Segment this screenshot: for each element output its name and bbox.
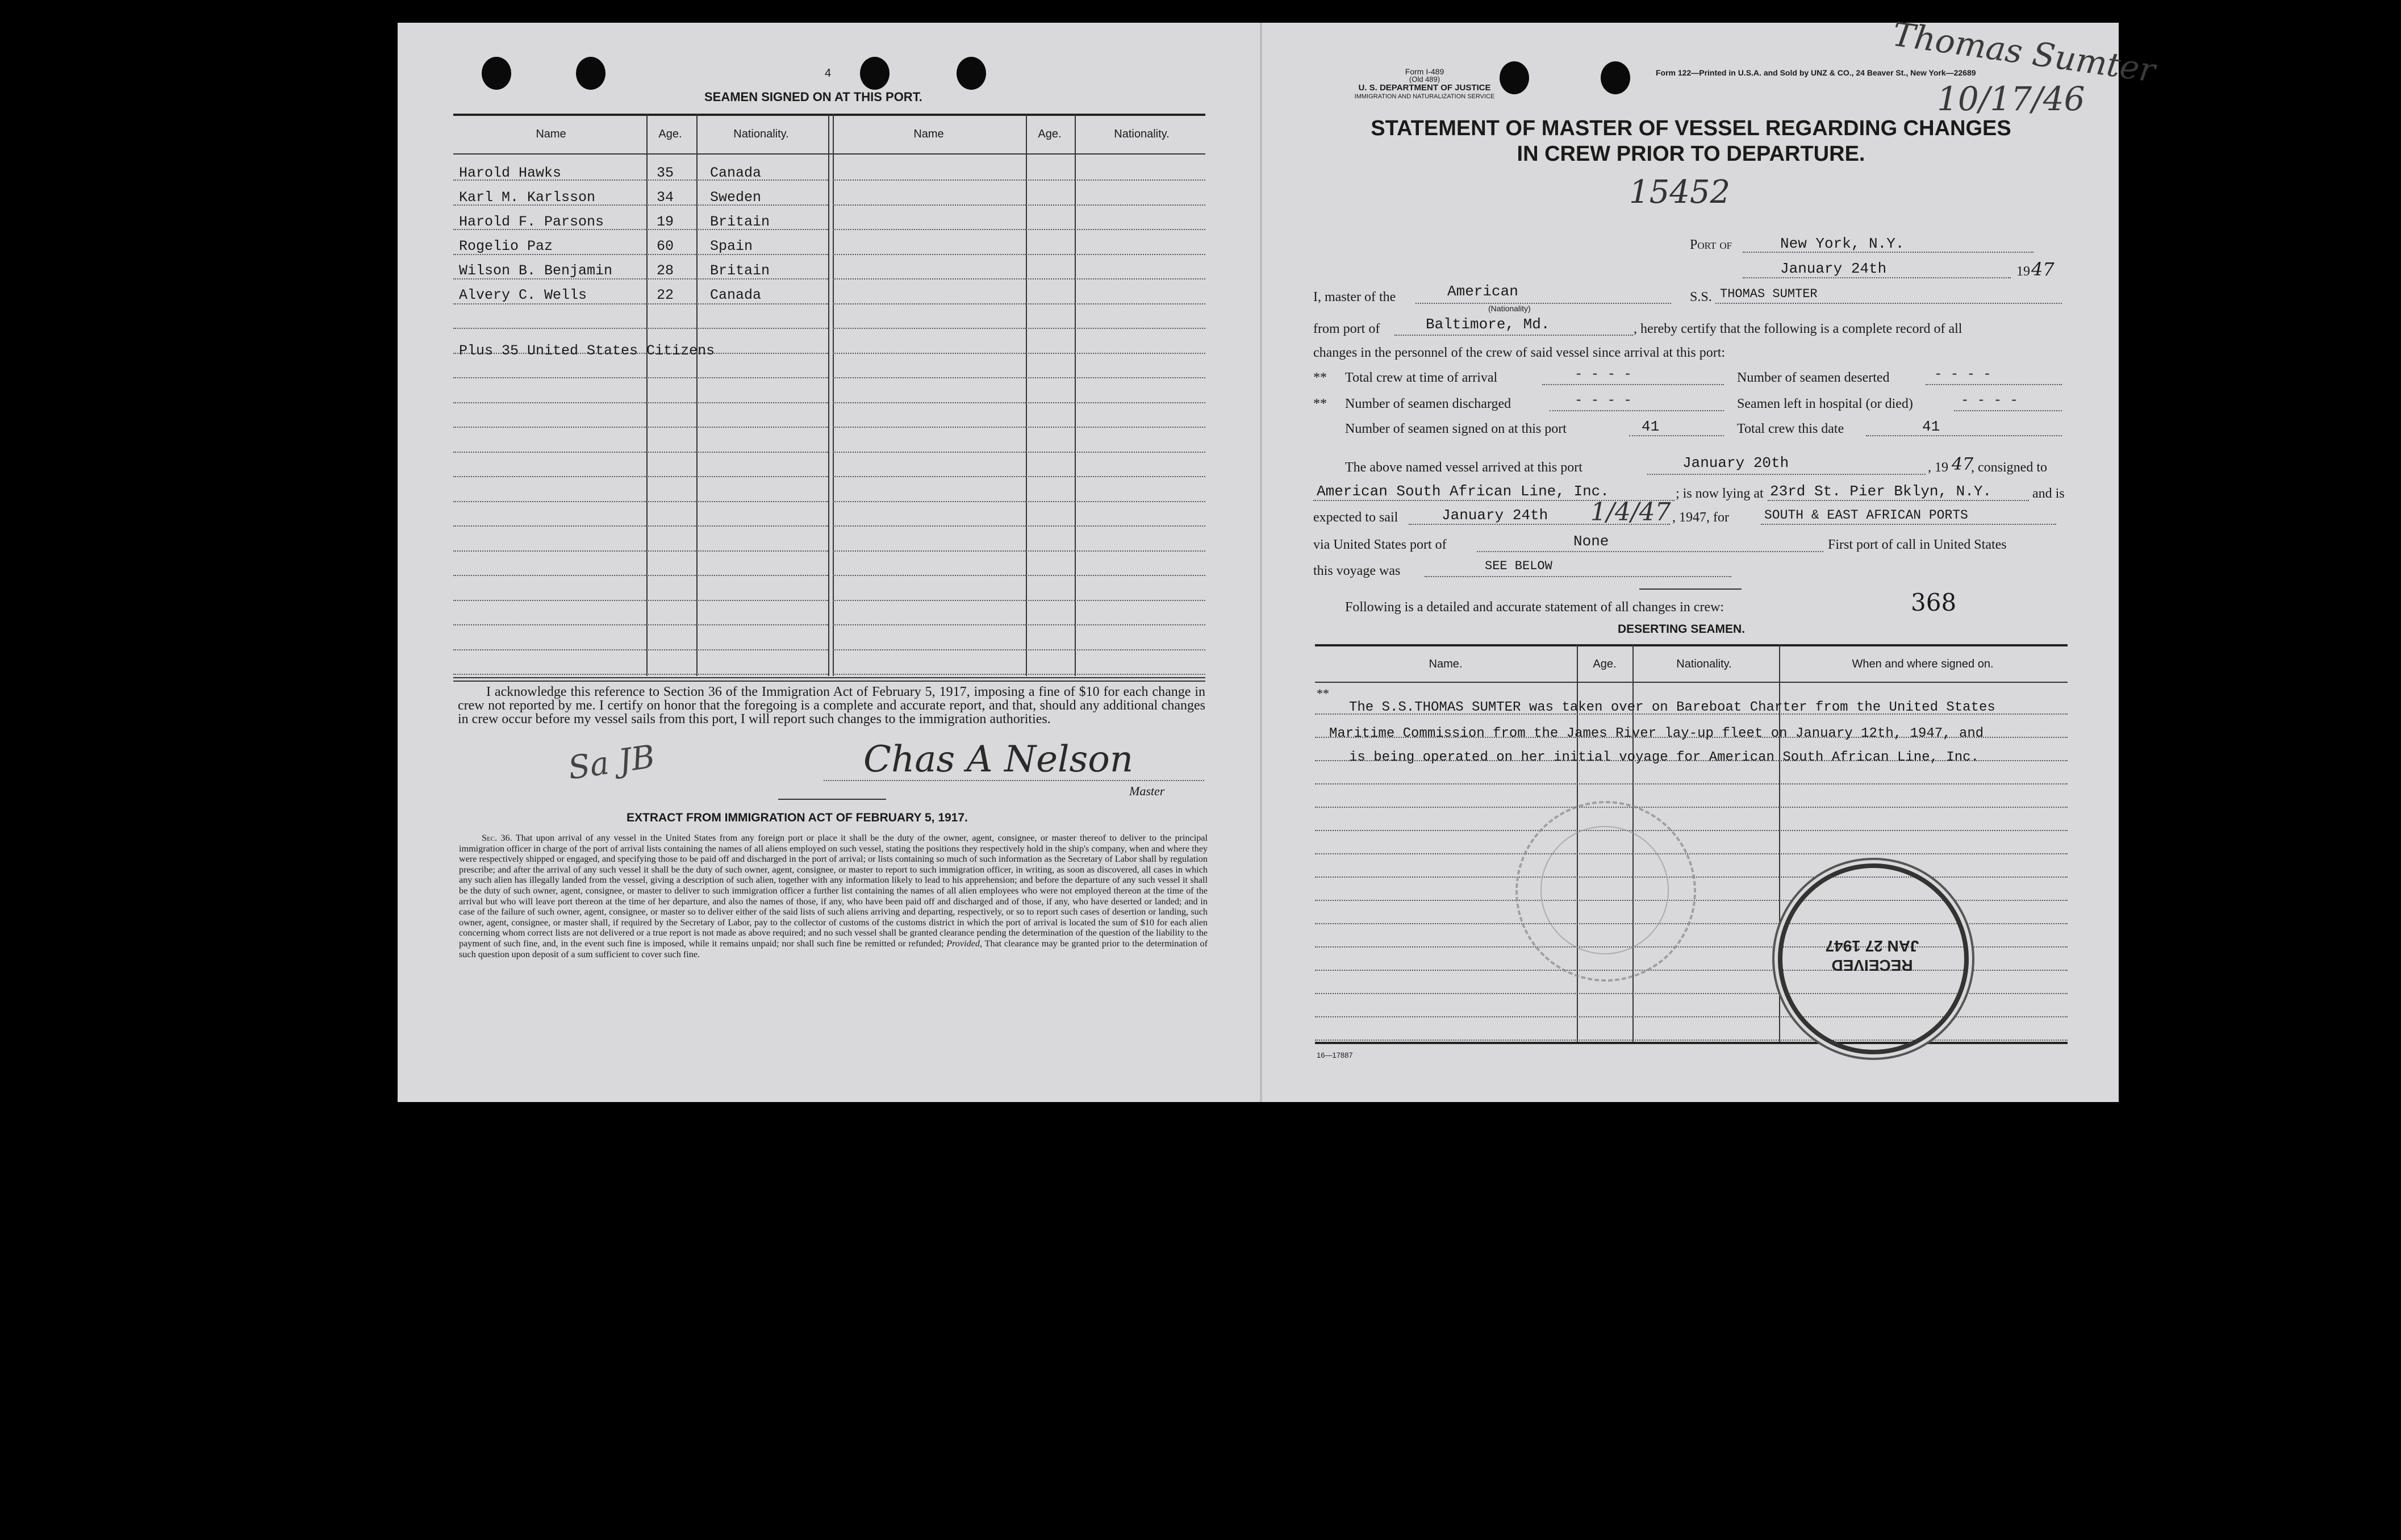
port-label: Port of xyxy=(1690,237,1732,252)
table-rule xyxy=(1315,807,1576,808)
department: U. S. DEPARTMENT OF JUSTICE xyxy=(1358,83,1491,93)
seaman-nationality: Sweden xyxy=(710,189,762,206)
seaman-nationality: Britain xyxy=(710,262,770,279)
table-rule xyxy=(453,525,646,527)
table-rule xyxy=(1075,674,1205,675)
seaman-nationality: Canada xyxy=(710,165,762,181)
and-is: and is xyxy=(2032,486,2065,501)
seaman-nationality: Britain xyxy=(710,214,770,230)
table-rule xyxy=(1315,830,1576,831)
table-rule xyxy=(833,353,1026,354)
col-header-name-2: Name xyxy=(913,128,944,140)
section-label: Sec. 36. xyxy=(482,833,512,843)
initials: Sa JB xyxy=(566,738,657,787)
col-divider xyxy=(1075,114,1076,676)
table-rule xyxy=(646,624,696,625)
hospital-line xyxy=(1954,410,2062,411)
table-rule xyxy=(1026,452,1075,453)
table-rule xyxy=(1026,278,1075,279)
col-header-nationality: Nationality. xyxy=(733,128,789,140)
table-rule xyxy=(1026,649,1075,650)
seaman-name: Alvery C. Wells xyxy=(459,287,587,303)
received-stamp-text: RECEIVED JAN 27 1947 xyxy=(1825,937,1919,974)
seaman-name: Harold Hawks xyxy=(459,165,562,181)
discharged-line xyxy=(1550,410,1724,411)
table-rule xyxy=(1026,303,1075,304)
punch-hole xyxy=(482,57,511,90)
deserted-line xyxy=(1926,384,2062,385)
table-rule xyxy=(833,452,1026,453)
table-rule xyxy=(696,550,828,552)
consignee: American South African Line, Inc. xyxy=(1317,483,1609,500)
table-rule xyxy=(1075,427,1205,428)
table-rule xyxy=(1632,1040,1779,1041)
handwritten-368: 368 xyxy=(1911,589,1957,616)
deserting-table-top xyxy=(1315,644,2068,646)
table-rule xyxy=(833,328,1026,329)
extract-rule xyxy=(778,799,886,800)
table-rule xyxy=(696,674,828,675)
voyage-label: this voyage was xyxy=(1313,564,1401,578)
seaman-name: Rogelio Paz xyxy=(459,238,553,254)
table-rule xyxy=(1026,328,1075,329)
col-header-age-2: Age. xyxy=(1038,128,1062,140)
remark-line: Maritime Commission from the James River lay-up fleet on January 12th, 1947, and xyxy=(1329,726,1984,741)
extract-section xyxy=(459,833,1208,959)
table-rule xyxy=(646,377,696,378)
table-rule xyxy=(1026,254,1075,255)
deserting-title: DESERTING SEAMEN. xyxy=(1618,623,1746,636)
table-rule xyxy=(696,600,828,601)
table-rule xyxy=(1632,970,1779,971)
table-rule xyxy=(833,501,1026,502)
destination-line xyxy=(1761,524,2056,525)
table-rule xyxy=(1315,1040,1576,1041)
table-rule xyxy=(1075,303,1205,304)
hospital-value: - - - - xyxy=(1961,393,2018,408)
table-rule xyxy=(646,525,696,527)
nationality-caption: (Nationality) xyxy=(1488,304,1531,313)
table-rule xyxy=(1026,575,1075,576)
remark-line: is being operated on her initial voyage for American South African Line, Inc. xyxy=(1349,750,1979,765)
table-rule xyxy=(833,476,1026,477)
acknowledgement-text: I acknowledge this reference to Section 36 of the Immigration Act of February 5, 1917, imposing a fine of $10 for each change in crew not reported by me. I certify on honor that the foregoing is a complete and accurate report, and that, should any additional changes in crew occur before my vessel sails from this port, I will report such changes to the immigration authorities. xyxy=(458,685,1205,727)
master-label: Master xyxy=(1129,784,1165,798)
expected-handwritten: 1/4/47 xyxy=(1590,498,1671,527)
deserting-table-header-rule xyxy=(1315,682,2068,683)
punch-hole xyxy=(1601,61,1630,94)
citizens-note: Plus 35 United States Citizens xyxy=(459,343,715,359)
table-rule xyxy=(1779,853,2068,854)
table-rule xyxy=(696,452,828,453)
table-rule xyxy=(453,328,646,329)
table-rule xyxy=(453,600,646,601)
table-bottom-rule xyxy=(453,677,1205,678)
certify-text: , hereby certify that the following is a complete record of all xyxy=(1634,322,1962,336)
seaman-name: Wilson B. Benjamin xyxy=(459,262,613,279)
table-rule xyxy=(833,600,1026,601)
table-rule xyxy=(453,377,646,378)
arrived-label: The above named vessel arrived at this port xyxy=(1345,460,1582,475)
signed-on-label: Number of seamen signed on at this port xyxy=(1345,421,1567,436)
footer-code: 16—17887 xyxy=(1317,1051,1353,1059)
table-rule xyxy=(696,624,828,625)
vessel-name: THOMAS SUMTER xyxy=(1720,287,1818,301)
punch-hole xyxy=(860,57,890,90)
table-rule xyxy=(1632,1016,1779,1017)
table-rule xyxy=(453,501,646,502)
table-rule xyxy=(1075,624,1205,625)
nationality-line xyxy=(1415,303,1671,304)
table-rule xyxy=(1577,1016,1632,1017)
table-rule xyxy=(696,476,828,477)
table-rule xyxy=(453,427,646,428)
following-text: Following is a detailed and accurate statement of all changes in crew: xyxy=(1345,600,1724,615)
table-rule xyxy=(1026,205,1075,206)
table-rule xyxy=(646,452,696,453)
table-rule xyxy=(1026,402,1075,403)
table-rule xyxy=(833,674,1026,675)
table-rule xyxy=(1075,402,1205,403)
col-header-age: Age. xyxy=(658,128,682,140)
table-rule xyxy=(833,278,1026,279)
table-rule xyxy=(1075,180,1205,181)
destination: SOUTH & EAST AFRICAN PORTS xyxy=(1764,508,1968,523)
date-line xyxy=(1743,277,2011,278)
changes-text: changes in the personnel of the crew of said vessel since arrival at this port: xyxy=(1313,345,1726,360)
col-header-name: Name xyxy=(536,128,566,140)
arrived-year-prefix: , 19 xyxy=(1928,460,1948,475)
deserted-label: Number of seamen deserted xyxy=(1737,370,1890,385)
signed-on-line xyxy=(1629,435,1724,436)
table-rule xyxy=(1075,254,1205,255)
table-rule xyxy=(646,328,696,329)
table-rule xyxy=(646,600,696,601)
from-port-label: from port of xyxy=(1313,322,1380,336)
nationality-value: American xyxy=(1447,283,1518,300)
punch-hole xyxy=(576,57,606,90)
table-rule xyxy=(1026,550,1075,552)
seaman-age: 60 xyxy=(657,238,674,254)
table-rule xyxy=(646,427,696,428)
table-rule xyxy=(1075,501,1205,502)
table-rule xyxy=(1026,427,1075,428)
total-arrival-value: - - - - xyxy=(1575,367,1632,382)
table-rule xyxy=(1577,783,1632,784)
table-rule xyxy=(696,328,828,329)
table-bottom-rule-2 xyxy=(453,681,1205,682)
col-header-nationality-2: Nationality. xyxy=(1114,128,1170,140)
table-rule xyxy=(1075,205,1205,206)
arrived-year: 47 xyxy=(1952,454,1974,474)
section-rule xyxy=(1639,589,1742,590)
asterisk-mark-2: ** xyxy=(1313,397,1327,411)
consigned-label: , consigned to xyxy=(1971,460,2047,475)
table-rule xyxy=(1026,180,1075,181)
table-rule xyxy=(1577,1040,1632,1041)
table-rule xyxy=(833,205,1026,206)
service: IMMIGRATION AND NATURALIZATION SERVICE xyxy=(1354,93,1495,100)
table-rule xyxy=(1075,328,1205,329)
table-rule xyxy=(1026,600,1075,601)
from-port-line xyxy=(1394,335,1633,336)
table-rule xyxy=(453,402,646,403)
extract-title: EXTRACT FROM IMMIGRATION ACT OF FEBRUARY 5, 1917. xyxy=(627,811,968,824)
table-rule xyxy=(453,550,646,552)
table-rule xyxy=(833,180,1026,181)
handwritten-vessel-name: Thomas Sumter xyxy=(1890,14,2158,90)
expected-label: expected to sail xyxy=(1313,510,1398,525)
form-title-1: STATEMENT OF MASTER OF VESSEL REGARDING CHANGES xyxy=(1371,116,2011,140)
table-rule xyxy=(1075,353,1205,354)
printer-line: Form 122—Printed in U.S.A. and Sold by UNZ & CO., 24 Beaver St., New York—22689 xyxy=(1656,68,1976,77)
table-rule xyxy=(1075,377,1205,378)
seaman-name: Harold F. Parsons xyxy=(459,214,604,230)
table-rule xyxy=(1632,783,1779,784)
table-rule xyxy=(833,624,1026,625)
vessel-line xyxy=(1715,303,2062,304)
punch-hole xyxy=(957,57,986,90)
voyage-line xyxy=(1425,576,1731,577)
table-rule xyxy=(833,377,1026,378)
discharged-label: Number of seamen discharged xyxy=(1345,397,1511,411)
seaman-age: 35 xyxy=(657,165,674,181)
deserting-col-name: Name. xyxy=(1429,658,1463,670)
table-rule xyxy=(1075,550,1205,552)
lying-value: 23rd St. Pier Bklyn, N.Y. xyxy=(1770,483,1992,500)
table-rule xyxy=(1779,830,2068,831)
table-rule xyxy=(646,402,696,403)
year-value: 47 xyxy=(2031,258,2055,280)
table-rule xyxy=(696,427,828,428)
port-value: New York, N.Y. xyxy=(1780,235,1905,252)
expected-year-text: , 1947, for xyxy=(1672,510,1729,525)
table-rule xyxy=(1075,525,1205,527)
table-rule xyxy=(1075,575,1205,576)
deserting-col-nationality: Nationality. xyxy=(1676,658,1732,670)
table-rule xyxy=(1026,525,1075,527)
page-fold xyxy=(1260,23,1262,1102)
table-rule xyxy=(1632,993,1779,994)
table-rule xyxy=(646,575,696,576)
seaman-nationality: Spain xyxy=(710,238,753,254)
table-rule xyxy=(646,476,696,477)
master-signature: Chas A Nelson xyxy=(863,738,1134,781)
table-rule xyxy=(833,525,1026,527)
lying-line xyxy=(1768,500,2029,501)
year-prefix: 19 xyxy=(2016,264,2030,279)
via-value: None xyxy=(1573,533,1609,550)
table-rule xyxy=(833,575,1026,576)
table-rule xyxy=(833,303,1026,304)
table-rule xyxy=(1075,600,1205,601)
table-rule xyxy=(833,402,1026,403)
total-arrival-label: Total crew at time of arrival xyxy=(1345,370,1498,385)
table-rule xyxy=(1075,476,1205,477)
via-line xyxy=(1477,551,1823,552)
table-rule xyxy=(833,254,1026,255)
first-port-label: First port of call in United States xyxy=(1828,537,2007,552)
table-rule xyxy=(1779,807,2068,808)
seaman-age: 28 xyxy=(657,262,674,279)
table-rule xyxy=(453,624,646,625)
col-divider xyxy=(828,114,829,676)
table-rule xyxy=(696,649,828,650)
voyage-value: SEE BELOW xyxy=(1485,559,1552,573)
col-divider xyxy=(1026,114,1027,676)
table-rule xyxy=(1026,476,1075,477)
table-rule xyxy=(646,501,696,502)
table-rule xyxy=(453,674,646,675)
deserting-col-when-where: When and where signed on. xyxy=(1852,658,1994,670)
date-value: January 24th xyxy=(1780,260,1887,277)
via-label: via United States port of xyxy=(1313,537,1447,552)
seaman-name: Karl M. Karlsson xyxy=(459,189,596,206)
total-arrival-line xyxy=(1542,384,1724,385)
table-rule xyxy=(1075,278,1205,279)
table-rule xyxy=(696,353,828,354)
master-of-label: I, master of the xyxy=(1313,290,1396,304)
hospital-label: Seamen left in hospital (or died) xyxy=(1737,397,1913,411)
col-divider xyxy=(696,114,698,676)
provided-label: Provided, xyxy=(946,938,983,949)
arrived-value: January 20th xyxy=(1682,454,1789,471)
table-rule xyxy=(1026,624,1075,625)
extract-tail: That clearance may be granted prior to the determination of such question upon deposit of a sum sufficient to cover such fine. xyxy=(459,938,1208,959)
seaman-age: 19 xyxy=(657,214,674,230)
col-divider xyxy=(833,114,834,676)
received-stamp xyxy=(1778,863,1969,1054)
arrived-line xyxy=(1647,474,1926,475)
remarks-asterisk: ** xyxy=(1317,686,1329,700)
table-rule xyxy=(833,229,1026,230)
deserting-col-age: Age. xyxy=(1593,658,1617,670)
table-rule xyxy=(696,525,828,527)
table-rule xyxy=(1632,807,1779,808)
total-date-value: 41 xyxy=(1922,418,1940,435)
signature-line xyxy=(824,780,1204,781)
seaman-age: 34 xyxy=(657,189,674,206)
form-title-2: IN CREW PRIOR TO DEPARTURE. xyxy=(1517,142,1865,166)
from-port-value: Baltimore, Md. xyxy=(1426,316,1550,333)
form-old: (Old 489) xyxy=(1409,75,1440,84)
table-rule xyxy=(646,674,696,675)
table-rule xyxy=(646,649,696,650)
discharged-value: - - - - xyxy=(1575,393,1632,408)
page-number: 4 xyxy=(825,67,832,80)
remark-line: The S.S.THOMAS SUMTER was taken over on Bareboat Charter from the United States xyxy=(1349,700,1995,715)
seaman-age: 22 xyxy=(657,287,674,303)
table-rule xyxy=(696,377,828,378)
seaman-nationality: Canada xyxy=(710,287,762,303)
handwritten-date: 10/17/46 xyxy=(1937,80,2085,118)
table-rule xyxy=(696,501,828,502)
table-rule xyxy=(1075,649,1205,650)
total-date-label: Total crew this date xyxy=(1737,421,1844,436)
total-date-line xyxy=(1866,435,2062,436)
table-rule xyxy=(1315,1016,1576,1017)
table-rule xyxy=(1315,970,1576,971)
table-rule xyxy=(696,575,828,576)
form-number: Form I-489 xyxy=(1405,67,1444,76)
table-top-rule xyxy=(453,114,1205,116)
table-rule xyxy=(833,649,1026,650)
table-rule xyxy=(833,550,1026,552)
ss-label: S.S. xyxy=(1690,290,1712,304)
asterisk-mark: ** xyxy=(1313,370,1327,385)
table-rule xyxy=(453,575,646,576)
col-divider xyxy=(646,114,648,676)
table-rule xyxy=(453,476,646,477)
deserting-table-bottom xyxy=(1315,1042,2068,1044)
table-rule xyxy=(1026,501,1075,502)
expected-value: January 24th xyxy=(1442,507,1548,524)
table-rule xyxy=(646,550,696,552)
table-rule xyxy=(696,402,828,403)
handwritten-number: 15452 xyxy=(1629,174,1731,211)
faint-circular-stamp xyxy=(1515,801,1696,982)
lying-label: ; is now lying at xyxy=(1676,486,1764,501)
table-rule xyxy=(1026,353,1075,354)
table-rule xyxy=(453,452,646,453)
table-rule xyxy=(833,427,1026,428)
table-rule xyxy=(1779,783,2068,784)
table-rule xyxy=(1026,377,1075,378)
table-rule xyxy=(1577,993,1632,994)
deserted-value: - - - - xyxy=(1934,367,1991,382)
table-rule xyxy=(1315,783,1576,784)
table-rule xyxy=(1026,229,1075,230)
seamen-signed-title: SEAMEN SIGNED ON AT THIS PORT. xyxy=(704,90,922,104)
table-rule xyxy=(1315,993,1576,994)
table-rule xyxy=(1075,229,1205,230)
table-rule xyxy=(453,649,646,650)
extract-body: That upon arrival of any vessel in the United States from any foreign port or place it shall be the duty of the owner, agent, consignee, or master thereof to deliver to the principal immigration officer in charge of the port of arrival lists containing the names of all aliens employed on such vessel, stating the positions they respectively hold in the ship's company, when and where they were respectively shipped or engaged, and specifying those to be paid off and discharged in the port of arrival; or lists containing so much of such information as the Secretary of Labor shall by regulation prescribe; and after the arrival of any such vessel it shall be the duty of such owner, agent, consignee, or master to report to such immigration officer, in writing, as soon as discovered, all cases in which any such alien has illegally landed from the vessel, giving a description of such alien, together with any information likely to lead to his apprehension; and before the departure of any such vessel it shall be the duty of such owner, agent, consignee, or master to deliver to such immigration officer a further list containing the names of all alien employees who were not employed thereon at the time of the arrival but who will leave port thereon at the time of her departure, and also the names of those, if any, who have been paid off and discharged and of those, if any, who have deserted or landed; and in case of the failure of such owner, agent, consignee, or master so to deliver either of the said lists of such aliens arriving and departing, respectively, or so to report such cases of desertion or landing, such owner, agent, consignee, or master shall, if required by the Secretary of Labor, pay to the collector of customs of the customs district in which the port of arrival is located the sum of $10 for each alien concerning whom correct lists are not delivered or a true report is not made as above required; and no such vessel shall be granted clearance pending the determination of the question of the liability to the payment of such fine, and, in the event such fine is imposed, while it remains unpaid; nor shall such fine be remitted or refunded; xyxy=(459,833,1208,949)
table-rule xyxy=(1026,674,1075,675)
signed-on-value: 41 xyxy=(1642,418,1660,435)
table-rule xyxy=(1075,452,1205,453)
table-header-rule xyxy=(453,153,1205,155)
